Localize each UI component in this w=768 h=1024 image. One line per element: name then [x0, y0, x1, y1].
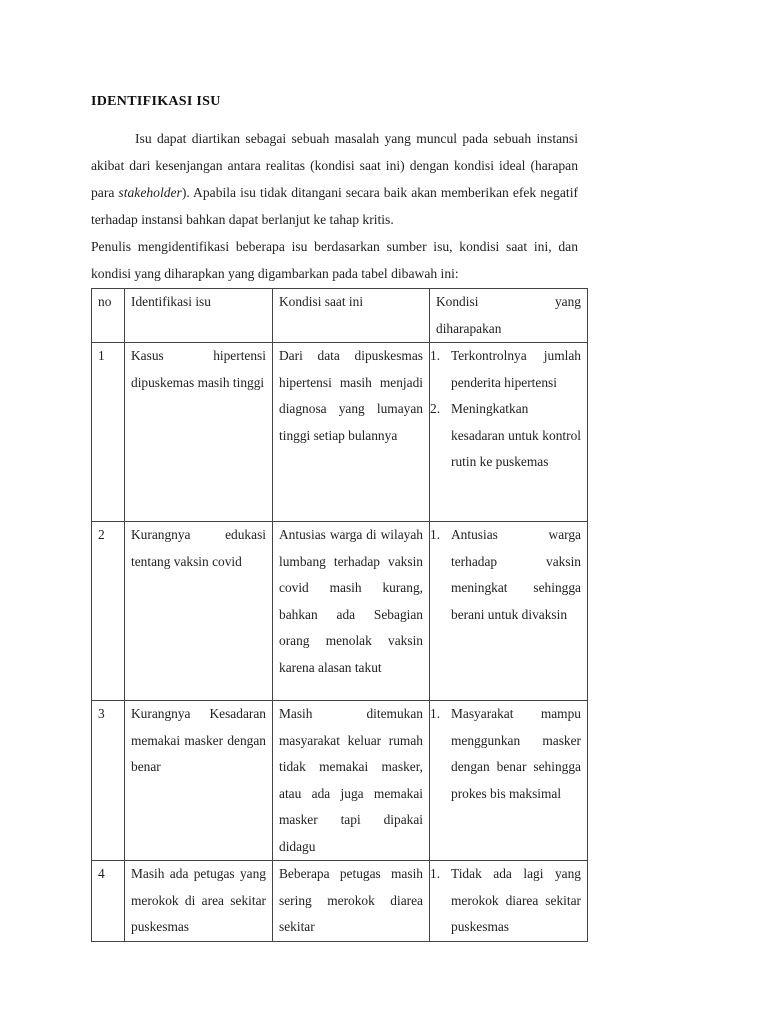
header-harapan-word-2: yang	[554, 294, 581, 309]
intro-text-italic: stakeholder	[118, 185, 182, 200]
intro-text-start: Isu dapat diartikan sebagai sebuah masalah yang muncul pada sebuah instansi akibat dari kesenjangan antara realitas (kondisi saat ini) dengan kondisi ideal (harapan para	[91, 131, 578, 200]
list-text: Antusias warga terhadap vaksin meningkat sehingga berani untuk divaksin	[451, 527, 581, 622]
list-text: Masyarakat mampu menggunkan masker dengan benar sehingga prokes bis maksimal	[451, 706, 581, 801]
list-number: 1.	[430, 348, 441, 363]
table-header-row	[92, 289, 588, 343]
row-isu: Kasus hipertensi dipuskemas masih tinggi	[125, 343, 273, 522]
table-intro-paragraph: Penulis mengidentifikasi beberapa isu berdasarkan sumber isu, kondisi saat ini, dan kondisi yang diharapkan yang digambarkan pada tabel dibawah ini:	[91, 239, 578, 281]
row-kondisi: Beberapa petugas masih sering merokok diarea sekitar	[273, 861, 430, 942]
row-number: 2	[92, 522, 125, 701]
row-isu: Kurangnya Kesadaran memakai masker dengan benar	[125, 701, 273, 861]
document-title: IDENTIFIKASI ISU	[91, 94, 221, 109]
list-number: 2.	[430, 401, 441, 416]
harapan-list-item	[430, 522, 581, 628]
row-harapan	[430, 701, 588, 861]
header-no: no	[92, 289, 125, 343]
row-harapan	[430, 861, 588, 942]
intro-paragraph	[91, 125, 578, 233]
row-isu: Kurangnya edukasi tentang vaksin covid	[125, 522, 273, 701]
issue-table	[91, 288, 588, 942]
harapan-list-item	[430, 701, 581, 807]
row-number: 4	[92, 861, 125, 942]
row-number: 1	[92, 343, 125, 522]
header-kondisi: Kondisi saat ini	[273, 289, 430, 343]
table-row	[92, 343, 588, 522]
harapan-list-item	[430, 861, 581, 941]
table-row	[92, 861, 588, 942]
list-text: Meningkatkan kesadaran untuk kontrol rutin ke puskemas	[451, 401, 581, 469]
list-text: Terkontrolnya jumlah penderita hipertensi	[451, 348, 581, 390]
list-text: Tidak ada lagi yang merokok diarea sekitar puskesmas	[451, 866, 581, 934]
header-harapan-word-1: Kondisi	[436, 294, 479, 309]
intro-text-end: ). Apabila isu tidak ditangani secara baik akan memberikan efek negatif terhadap instansi bahkan dapat berlanjut ke tahap kritis.	[91, 185, 578, 227]
list-number: 1.	[430, 866, 441, 881]
harapan-list-item	[430, 343, 581, 396]
header-harapan-word-3: diharapakan	[436, 320, 502, 336]
list-number: 1.	[430, 706, 441, 721]
row-kondisi: Masih ditemukan masyarakat keluar rumah tidak memakai masker, atau ada juga memakai masker tapi dipakai didagu	[273, 701, 430, 861]
row-isu: Masih ada petugas yang merokok di area sekitar puskesmas	[125, 861, 273, 942]
harapan-list-item	[430, 396, 581, 476]
table-row	[92, 522, 588, 701]
row-kondisi: Dari data dipuskesmas hipertensi masih menjadi diagnosa yang lumayan tinggi setiap bulannya	[273, 343, 430, 522]
row-number: 3	[92, 701, 125, 861]
header-isu: Identifikasi isu	[125, 289, 273, 343]
header-harapan	[430, 289, 588, 343]
table-row	[92, 701, 588, 861]
list-number: 1.	[430, 527, 441, 542]
row-harapan	[430, 343, 588, 522]
row-harapan	[430, 522, 588, 701]
row-kondisi: Antusias warga di wilayah lumbang terhadap vaksin covid masih kurang, bahkan ada Sebagian orang menolak vaksin karena alasan takut	[273, 522, 430, 701]
